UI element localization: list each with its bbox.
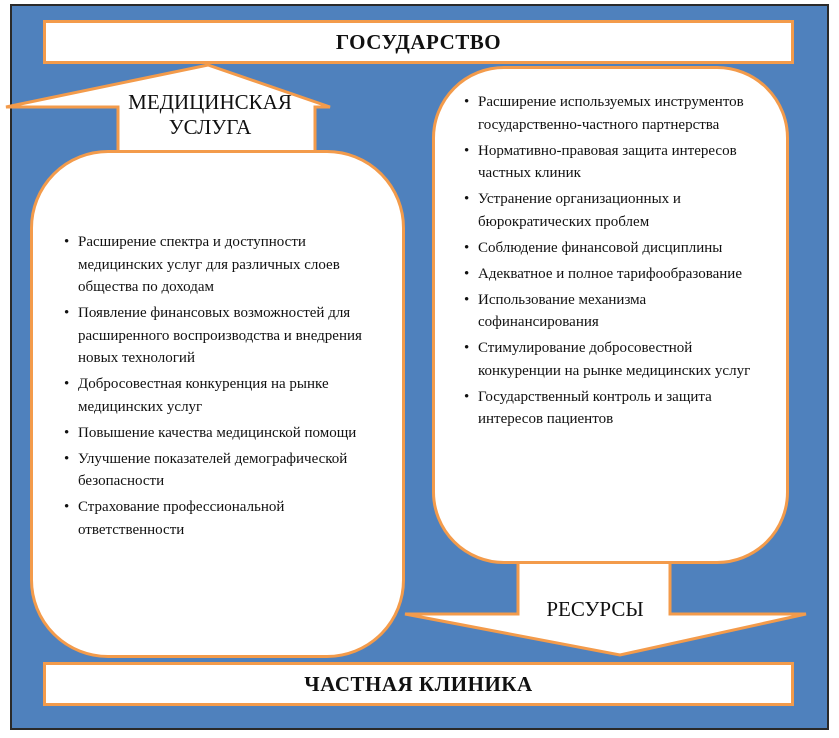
private-clinic-banner-text: ЧАСТНАЯ КЛИНИКА bbox=[304, 671, 533, 696]
list-item: • Государственный контроль и защита интересов пациентов bbox=[464, 386, 769, 431]
benefits-list bbox=[64, 231, 382, 545]
list-item: • Нормативно-правовая защита интересов частных клиник bbox=[464, 140, 769, 185]
list-item: • Расширение спектра и доступности медицинских услуг для различных слоев общества по доходам bbox=[64, 231, 382, 299]
state-measures-list bbox=[464, 91, 769, 434]
list-item: • Появление финансовых возможностей для расширенного воспроизводства и внедрения новых технологий bbox=[64, 302, 382, 370]
list-item: • Устранение организационных и бюрократических проблем bbox=[464, 188, 769, 233]
list-item: • Улучшение показателей демографической безопасности bbox=[64, 448, 382, 493]
list-item: • Страхование профессиональной ответственности bbox=[64, 496, 382, 541]
list-item: • Повышение качества медицинской помощи bbox=[64, 422, 382, 445]
state-banner-text: ГОСУДАРСТВО bbox=[335, 29, 502, 54]
list-item: • Стимулирование добросовестной конкуренции на рынке медицинских услуг bbox=[464, 337, 769, 382]
state-banner bbox=[43, 20, 794, 64]
medical-service-label: МЕДИЦИНСКАЯ УСЛУГА bbox=[128, 90, 292, 139]
private-clinic-banner bbox=[43, 662, 794, 706]
list-item: • Соблюдение финансовой дисциплины bbox=[464, 237, 769, 260]
list-item: • Расширение используемых инструментов государственно-частного партнерства bbox=[464, 91, 769, 136]
resources-label: РЕСУРСЫ bbox=[546, 597, 644, 621]
list-item: • Добросовестная конкуренция на рынке медицинских услуг bbox=[64, 373, 382, 418]
list-item: • Использование механизма софинансирования bbox=[464, 289, 769, 334]
list-item: • Адекватное и полное тарифообразование bbox=[464, 263, 769, 286]
